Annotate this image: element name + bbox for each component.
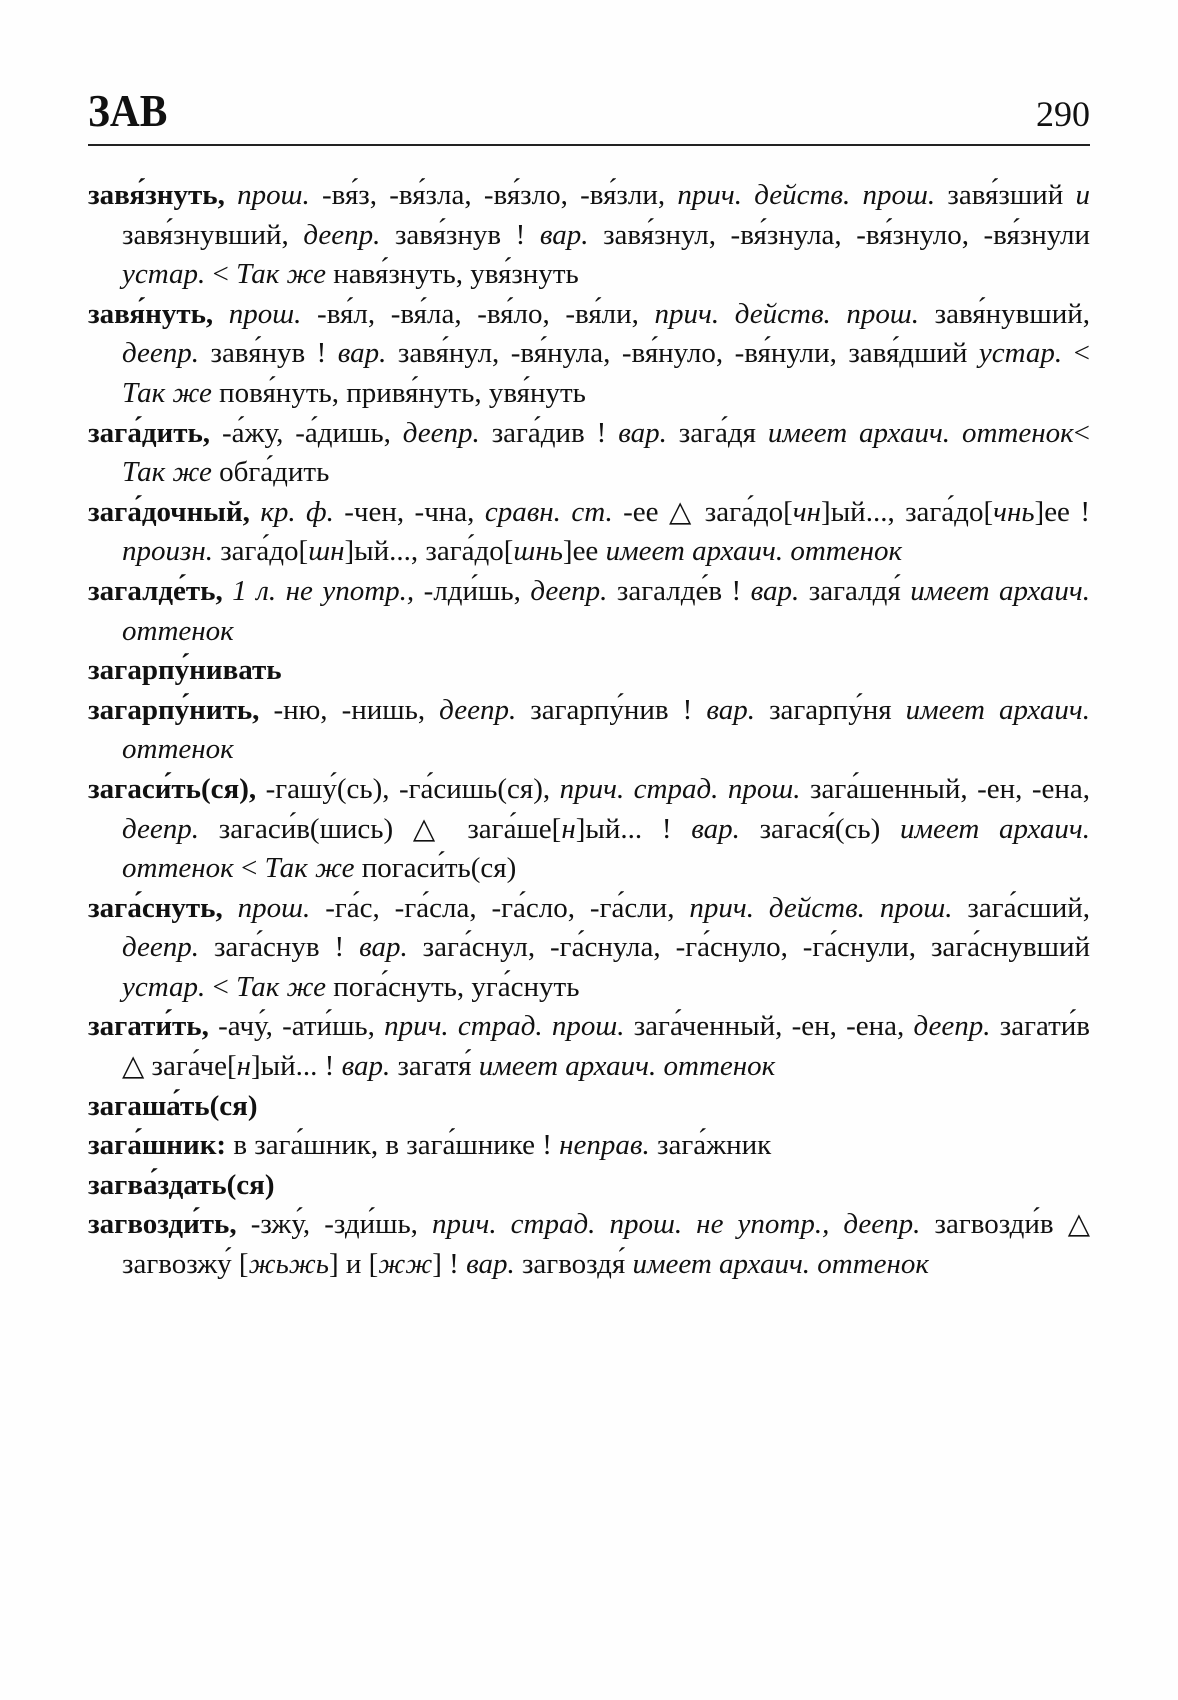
- grammar-label: вар.: [466, 1248, 522, 1281]
- dictionary-entry: [88, 1205, 1090, 1284]
- grammar-label: имеет архаич. оттенок: [767, 416, 1074, 449]
- headword: зага́снуть,: [88, 891, 238, 924]
- entry-text: -га́с, -га́сла, -га́сло, -га́сли,: [325, 891, 690, 924]
- entry-text: <: [212, 970, 237, 1003]
- entry-text: зага́до[: [220, 535, 309, 568]
- entry-text: ]ее: [562, 535, 606, 568]
- headword: загвозди́ть,: [88, 1208, 251, 1241]
- entry-text: ]ый... !: [575, 812, 692, 845]
- headword: загалде́ть,: [88, 574, 233, 607]
- grammar-label: прич. страд. прош. не употр., деепр.: [432, 1208, 935, 1241]
- grammar-label: вар.: [337, 337, 398, 370]
- grammar-label: чн: [792, 495, 822, 528]
- grammar-label: устар.: [122, 970, 213, 1003]
- grammar-label: шн: [308, 535, 345, 568]
- grammar-label: и: [1075, 179, 1090, 211]
- dictionary-entry: [88, 572, 1090, 651]
- entry-text: зага́дя: [678, 416, 768, 449]
- entry-text: повя́нуть, привя́нуть, увя́нуть: [219, 376, 586, 409]
- grammar-label: прич. действ. прош.: [677, 179, 948, 211]
- grammar-label: деепр.: [530, 574, 617, 607]
- dictionary-entry: [88, 1126, 1090, 1166]
- entry-text: загарпу́ня: [769, 693, 906, 726]
- grammar-label: кр. ф.: [260, 495, 345, 528]
- headword: зага́дочный,: [88, 495, 261, 528]
- grammar-label: деепр.: [439, 693, 531, 726]
- entry-text: -вя́з, -вя́зла, -вя́зло, -вя́зли,: [321, 179, 678, 211]
- grammar-label: произн.: [122, 535, 221, 568]
- headword: загаша́ть(ся): [88, 1089, 258, 1122]
- grammar-label: деепр.: [402, 416, 492, 449]
- grammar-label: 1 л. не употр.,: [232, 574, 424, 607]
- entry-text: завя́знул, -вя́знула, -вя́знуло, -вя́знули: [603, 218, 1091, 251]
- guide-word: ЗАВ: [88, 85, 168, 136]
- grammar-label: имеет архаич. оттенок: [122, 693, 1090, 766]
- entry-text: загвоздя́: [521, 1248, 633, 1281]
- grammar-label: прич. действ. прош.: [654, 297, 935, 330]
- grammar-label: имеет архаич. оттенок: [122, 574, 1090, 647]
- entry-text: загаси́в(шись) △ зага́ше[: [218, 812, 562, 845]
- grammar-label: вар.: [706, 693, 770, 726]
- entry-text: зага́жник: [657, 1129, 772, 1162]
- entry-text: загарпу́нив !: [530, 693, 707, 726]
- grammar-label: имеет архаич. оттенок: [632, 1248, 929, 1281]
- entry-text: -ее △ зага́до[: [623, 495, 793, 528]
- dictionary-entry: [88, 176, 1090, 295]
- grammar-label: имеет архаич. оттенок: [605, 535, 903, 568]
- grammar-label: сравн. ст.: [484, 495, 624, 528]
- grammar-label: Так же: [122, 376, 220, 409]
- page-header: [88, 84, 1090, 134]
- grammar-label: жьжь: [248, 1248, 329, 1281]
- entry-text: загатя́: [397, 1050, 479, 1083]
- entry-text: загвозди́в △ загвозжу́ [: [122, 1208, 1090, 1281]
- grammar-label: имеет архаич. оттенок: [122, 812, 1091, 885]
- grammar-label: прич. действ. прош.: [689, 891, 968, 924]
- dictionary-page: [88, 84, 1090, 1285]
- dictionary-entry: [88, 493, 1090, 572]
- grammar-label: чнь: [993, 495, 1035, 528]
- entry-text: зага́снув !: [213, 931, 360, 964]
- entry-text: завя́нувший,: [934, 297, 1090, 330]
- grammar-label: Так же: [122, 456, 220, 489]
- entry-text: загалде́в !: [616, 574, 751, 607]
- entry-text: -лди́шь,: [423, 574, 531, 607]
- grammar-label: вар.: [618, 416, 679, 449]
- entry-text: зага́сший,: [967, 891, 1090, 924]
- grammar-label: неправ.: [559, 1129, 657, 1162]
- grammar-label: Так же: [236, 258, 334, 291]
- entry-text: ]ый... !: [251, 1050, 342, 1083]
- headword: завя́нуть,: [88, 297, 229, 330]
- grammar-label: устар.: [978, 337, 1074, 370]
- headword: загарпу́нивать: [88, 654, 282, 687]
- grammar-label: Так же: [264, 852, 362, 885]
- headword: зага́шник:: [88, 1129, 234, 1162]
- grammar-label: Так же: [236, 970, 334, 1003]
- entry-text: загати́в △ зага́че[: [122, 1010, 1090, 1083]
- dictionary-entry: [88, 770, 1090, 889]
- entry-text: -зжу́, -зди́шь,: [250, 1208, 432, 1241]
- page-number: 290: [1036, 94, 1090, 134]
- grammar-label: вар.: [359, 931, 423, 964]
- entry-text: -вя́л, -вя́ла, -вя́ло, -вя́ли,: [317, 297, 655, 330]
- dictionary-entry: [88, 1166, 1090, 1206]
- entry-text: -ачу́, -ати́шь,: [218, 1010, 385, 1043]
- headword: загарпу́нить,: [88, 693, 274, 726]
- grammar-label: деепр.: [122, 337, 211, 370]
- headword: завя́знуть,: [88, 179, 238, 211]
- entry-text: ] !: [432, 1248, 467, 1281]
- dictionary-entry: [88, 414, 1090, 493]
- entry-text: в зага́шник, в зага́шнике !: [233, 1129, 560, 1162]
- header-rule: [88, 144, 1090, 146]
- grammar-label: вар.: [341, 1050, 398, 1083]
- entry-text: завя́нув !: [210, 337, 338, 370]
- grammar-label: прош.: [228, 297, 318, 330]
- entry-text: ]ее !: [1034, 495, 1090, 528]
- grammar-label: деепр.: [913, 1010, 1000, 1043]
- headword: зага́дить,: [88, 416, 222, 449]
- entry-text: зага́ченный, -ен, -ена,: [633, 1010, 914, 1043]
- entry-text: -гашу́(сь), -га́сишь(ся),: [265, 772, 560, 805]
- entry-text: пога́снуть, уга́снуть: [333, 970, 580, 1003]
- entry-text: погаси́ть(ся): [361, 852, 517, 885]
- entry-text: ]ый..., зага́до[: [344, 535, 514, 568]
- grammar-label: вар.: [750, 574, 809, 607]
- grammar-label: устар.: [122, 258, 213, 291]
- entry-text: зага́снул, -га́снула, -га́снуло, -га́снули, зага́снувший: [422, 931, 1090, 964]
- dictionary-entry: [88, 1007, 1090, 1086]
- entry-text: ]ый..., зага́до[: [821, 495, 994, 528]
- headword: загва́здать(ся): [88, 1168, 275, 1201]
- grammar-label: шнь: [513, 535, 563, 568]
- entry-text: завя́зший: [947, 179, 1076, 211]
- dictionary-entry: [88, 651, 1090, 691]
- entry-text: завя́знувший,: [122, 218, 304, 251]
- grammar-label: жж: [378, 1248, 433, 1281]
- entry-text: -чен, -чна,: [344, 495, 485, 528]
- grammar-label: деепр.: [122, 931, 214, 964]
- grammar-label: прош.: [237, 179, 322, 211]
- grammar-label: н: [561, 812, 576, 845]
- entry-text: загалдя́: [808, 574, 911, 607]
- entry-text: -а́жу, -а́дишь,: [221, 416, 403, 449]
- entry-text: обга́дить: [219, 456, 330, 489]
- grammar-label: н: [236, 1050, 251, 1083]
- entry-text: навя́знуть, увя́знуть: [333, 258, 579, 291]
- grammar-label: прич. страд. прош.: [559, 772, 810, 805]
- entry-text: загася́(сь): [759, 812, 900, 845]
- dictionary-entry: [88, 691, 1090, 770]
- entry-text: <: [1073, 416, 1091, 449]
- dictionary-entry: [88, 295, 1090, 414]
- entry-text: завя́знув !: [394, 218, 540, 251]
- grammar-label: вар.: [691, 812, 760, 845]
- grammar-label: прич. страд. прош.: [384, 1010, 634, 1043]
- entry-text: зага́шенный, -ен, -ена,: [810, 772, 1091, 805]
- grammar-label: деепр.: [303, 218, 395, 251]
- entry-text: завя́нул, -вя́нула, -вя́нуло, -вя́нули, завя́дший: [397, 337, 979, 370]
- entry-text: <: [212, 258, 237, 291]
- entry-text: -ню, -нишь,: [273, 693, 440, 726]
- entry-text: ] и [: [328, 1248, 379, 1281]
- grammar-label: прош.: [237, 891, 326, 924]
- headword: загати́ть,: [88, 1010, 219, 1043]
- headword: загаси́ть(ся),: [88, 772, 266, 805]
- dictionary-entry: [88, 1087, 1090, 1127]
- grammar-label: деепр.: [122, 812, 219, 845]
- entry-list: [88, 176, 1090, 1285]
- entry-text: <: [240, 852, 265, 885]
- grammar-label: вар.: [539, 218, 604, 251]
- entry-text: <: [1073, 337, 1090, 370]
- dictionary-entry: [88, 889, 1090, 1008]
- entry-text: зага́див !: [491, 416, 619, 449]
- grammar-label: имеет архаич. оттенок: [478, 1050, 776, 1083]
